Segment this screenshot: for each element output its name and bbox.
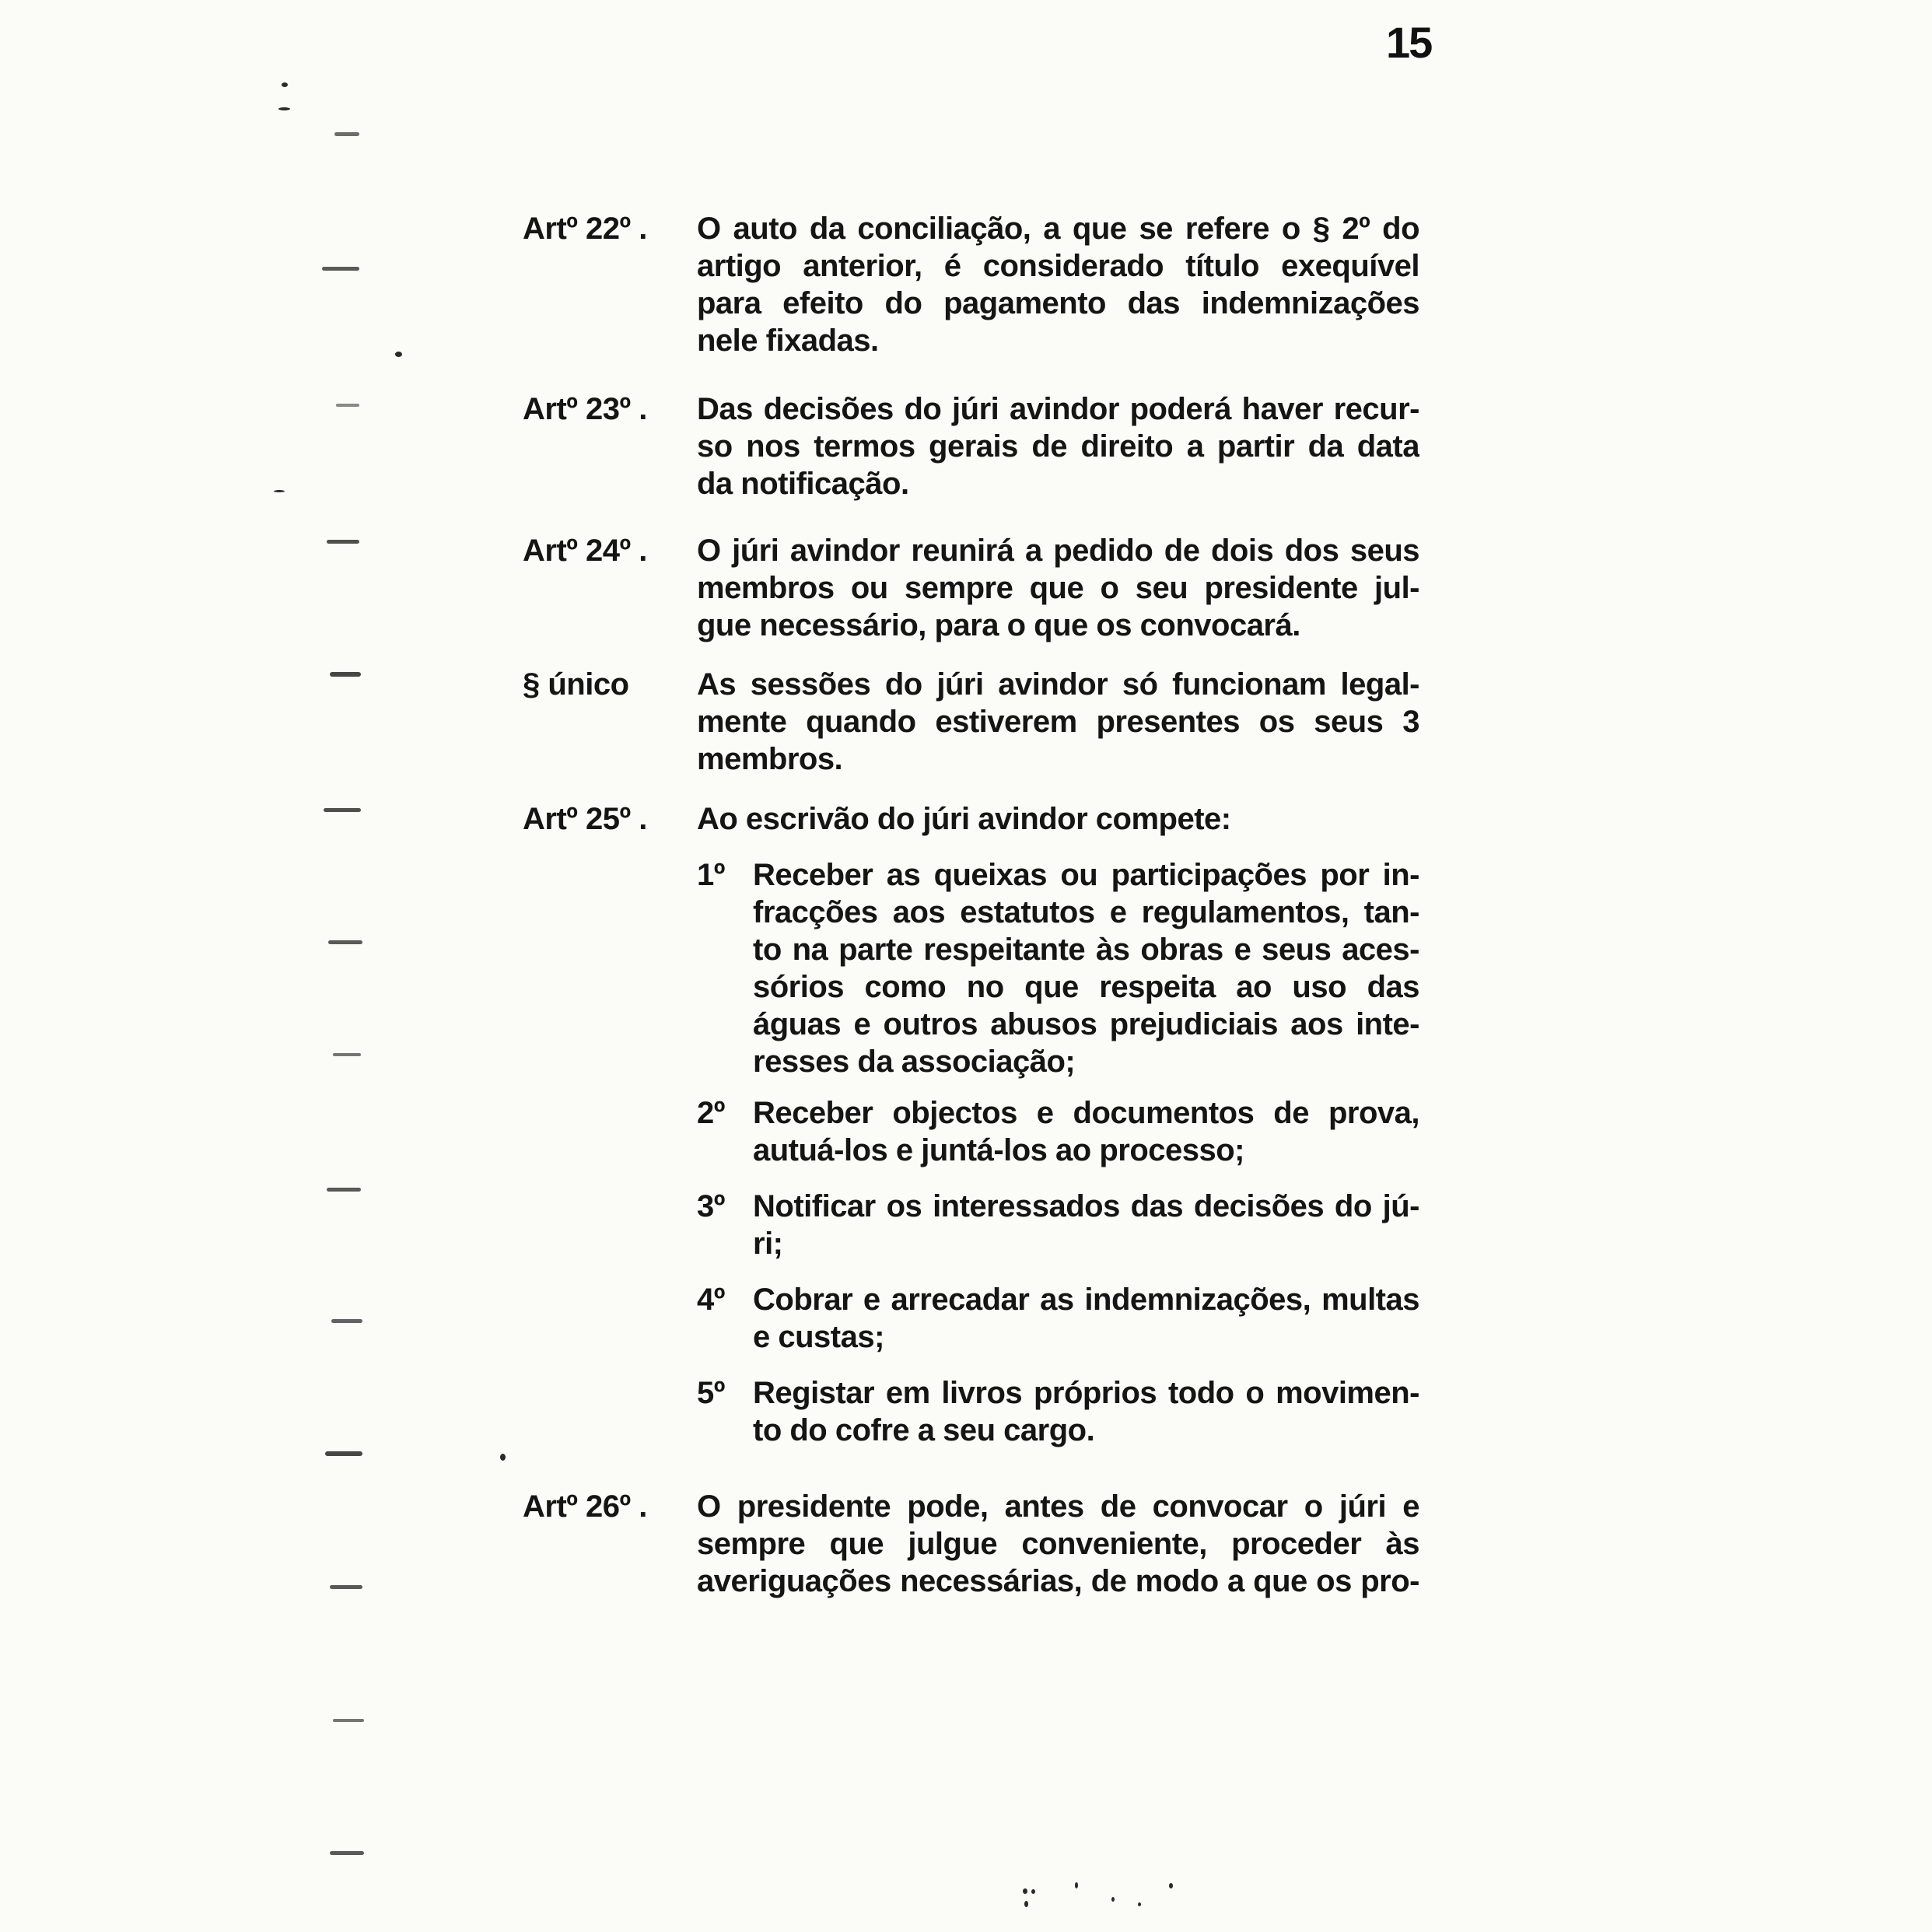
margin-dash <box>333 1719 364 1722</box>
margin-dash <box>324 808 361 812</box>
margin-dash <box>328 940 362 944</box>
numbered-item-5 <box>697 1374 1419 1449</box>
margin-dash <box>333 1053 361 1056</box>
ink-speck <box>395 352 402 357</box>
article-label: Artº 24º . <box>523 534 647 568</box>
text-line: membros. <box>697 742 843 776</box>
margin-dash <box>325 1451 362 1456</box>
text-line: O presidente pode, antes de convocar o júri e <box>697 1489 1419 1524</box>
text-line: O júri avindor reunirá a pedido de dois dos seus <box>697 534 1419 568</box>
ink-speck <box>1023 1888 1027 1894</box>
paragraph-text <box>697 666 1419 778</box>
ink-speck <box>1031 1889 1035 1894</box>
text-line: gue necessário, para o que os convocará. <box>697 608 1300 642</box>
text-line: resses da associação; <box>753 1045 1076 1079</box>
text-line: águas e outros abusos prejudiciais aos inte- <box>753 1007 1419 1041</box>
text-line: Receber objectos e documentos de prova, <box>753 1096 1419 1130</box>
text-line: Notificar os interessados das decisões do jú- <box>753 1189 1419 1223</box>
item-text <box>753 1281 1419 1356</box>
article-label: Artº 26º . <box>523 1489 647 1524</box>
margin-dash <box>330 1851 364 1855</box>
margin-dash <box>330 1585 362 1589</box>
item-text <box>753 856 1419 1080</box>
article-text <box>697 210 1419 359</box>
numbered-item-2 <box>697 1094 1419 1169</box>
text-line: e custas; <box>753 1320 884 1354</box>
ink-speck <box>282 82 288 87</box>
margin-dash <box>327 1188 361 1192</box>
article-label: Artº 23º . <box>523 392 647 426</box>
text-line: sempre que julgue conveniente, proceder às <box>697 1527 1419 1561</box>
article-label: Artº 22º . <box>523 212 647 246</box>
paragraph-label: § único <box>523 667 629 702</box>
ink-speck <box>1024 1901 1028 1907</box>
text-line: so nos termos gerais de direito a partir da data <box>697 429 1419 464</box>
page-number: 15 <box>1386 18 1432 67</box>
ink-speck <box>1111 1897 1115 1902</box>
margin-dash <box>336 404 359 407</box>
text-line: mente quando estiverem presentes os seus 3 <box>697 705 1419 739</box>
item-number: 5º <box>697 1376 725 1410</box>
article-text <box>697 1488 1419 1600</box>
text-line: artigo anterior, é considerado título exequível <box>697 249 1419 283</box>
ink-speck <box>1169 1883 1173 1888</box>
ink-speck <box>1075 1882 1078 1888</box>
text-line: averiguações necessárias, de modo a que os pro- <box>697 1564 1419 1598</box>
item-number: 2º <box>697 1096 725 1130</box>
text-line: to do cofre a seu cargo. <box>753 1413 1095 1447</box>
margin-dash <box>330 672 361 677</box>
text-line: fracções aos estatutos e regulamentos, tan- <box>753 895 1419 929</box>
item-text <box>753 1094 1419 1169</box>
article-text <box>697 532 1419 644</box>
text-line: ri; <box>753 1227 783 1261</box>
text-line: nele fixadas. <box>697 324 879 358</box>
text-line: autuá-los e juntá-los ao processo; <box>753 1133 1245 1167</box>
numbered-item-1 <box>697 856 1419 1080</box>
item-text <box>753 1188 1419 1262</box>
item-number: 4º <box>697 1283 725 1317</box>
article-block-25 <box>523 800 1419 838</box>
article-block-26 <box>523 1488 1419 1600</box>
item-number: 3º <box>697 1189 725 1223</box>
ink-speck <box>274 490 285 492</box>
article-block-22 <box>523 210 1419 359</box>
item-text <box>753 1374 1419 1449</box>
item-number: 1º <box>697 858 725 892</box>
text-line: to na parte respeitante às obras e seus aces- <box>753 933 1419 967</box>
article-label: Artº 25º . <box>523 802 647 836</box>
ink-speck <box>500 1454 506 1461</box>
margin-dash <box>331 1319 362 1323</box>
text-line: membros ou sempre que o seu presidente jul- <box>697 571 1419 605</box>
text-line: para efeito do pagamento das indemnizações <box>697 286 1419 320</box>
margin-dash <box>334 132 359 136</box>
article-text <box>697 390 1419 502</box>
margin-dash <box>327 540 359 544</box>
text-line: Das decisões do júri avindor poderá haver recur- <box>697 392 1419 426</box>
article-block-24 <box>523 532 1419 644</box>
article-block-23 <box>523 390 1419 502</box>
text-line: da notificação. <box>697 467 909 501</box>
margin-dash <box>322 267 359 271</box>
text-line: O auto da conciliação, a que se refere o § 2º do <box>697 212 1419 246</box>
text-line: Ao escrivão do júri avindor compete: <box>697 802 1231 836</box>
text-line: Cobrar e arrecadar as indemnizações, multas <box>753 1283 1419 1317</box>
paragraph-block-unico <box>523 666 1419 778</box>
article-text <box>697 800 1419 838</box>
text-line: As sessões do júri avindor só funcionam legal- <box>697 667 1419 702</box>
numbered-item-3 <box>697 1188 1419 1262</box>
ink-speck <box>1138 1902 1141 1906</box>
ink-speck <box>278 107 290 110</box>
text-line: sórios como no que respeita ao uso das <box>753 970 1419 1004</box>
text-line: Receber as queixas ou participações por in- <box>753 858 1419 892</box>
numbered-item-4 <box>697 1281 1419 1356</box>
text-line: Registar em livros próprios todo o movimen- <box>753 1376 1419 1410</box>
